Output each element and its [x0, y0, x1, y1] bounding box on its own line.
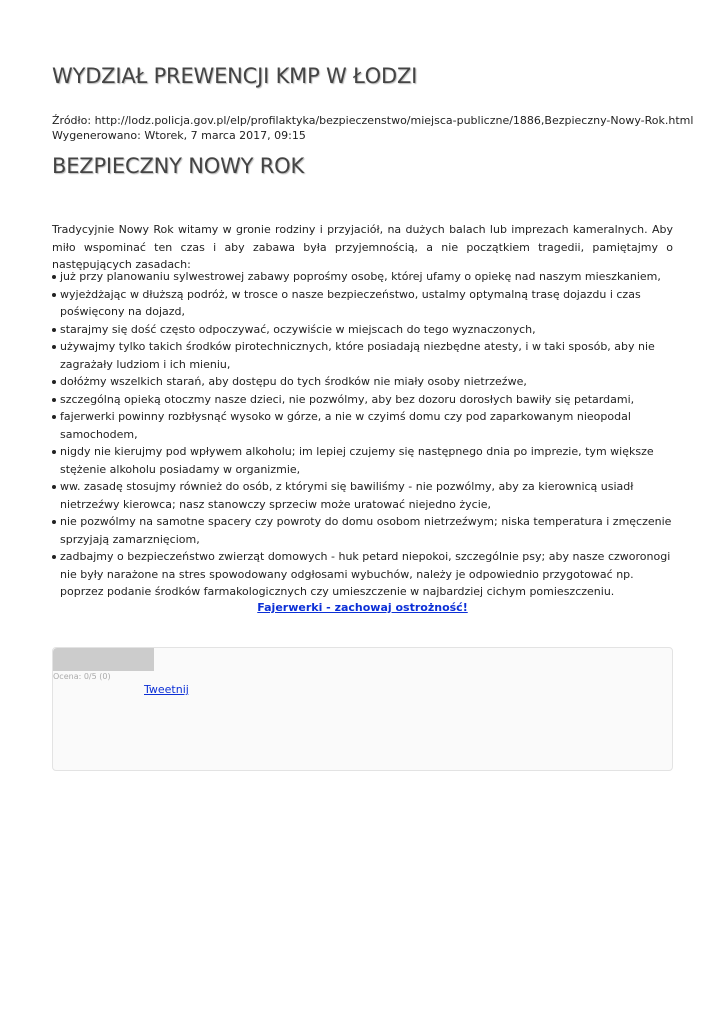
- source-line: Źródło: http://lodz.policja.gov.pl/elp/profilaktyka/bezpieczenstwo/miejsca-publiczne/1886,Bezpieczny-Nowy-Rok.html: [52, 114, 694, 127]
- list-item: nigdy nie kierujmy pod wpływem alkoholu; im lepiej czujemy się następnego dnia po imprezie, tym większe stężenie alkoholu posiadamy w organizmie,: [52, 443, 673, 478]
- list-item: nie pozwólmy na samotne spacery czy powroty do domu osobom nietrzeźwym; niska temperatura i zmęczenie sprzyjają zamarznięciom,: [52, 513, 673, 548]
- department-title: WYDZIAŁ PREWENCJI KMP W ŁODZI: [52, 64, 418, 88]
- list-item: wyjeżdżając w dłuższą podróż, w trosce o nasze bezpieczeństwo, ustalmy optymalną trasę dojazdu i czas poświęcony na dojazd,: [52, 286, 673, 321]
- list-item: zadbajmy o bezpieczeństwo zwierząt domowych - huk petard niepokoi, szczególnie psy; aby nasze czworonogi nie były narażone na stres spowodowany odgłosami wybuchów, należy je odpowiednio przygotować np. poprzez podanie środków farmakologicznych czy umieszczenie w najbardziej cichym pomieszczeniu.: [52, 548, 673, 601]
- list-item: używajmy tylko takich środków pirotechnicznych, które posiadają niezbędne atesty, i w taki sposób, aby nie zagrażały ludziom i ich mieniu,: [52, 338, 673, 373]
- document-meta: [52, 114, 693, 143]
- list-item: fajerwerki powinny rozbłysnąć wysoko w górze, a nie w czyimś domu czy pod zaparkowanym nieopodal samochodem,: [52, 408, 673, 443]
- article-title: BEZPIECZNY NOWY ROK: [52, 154, 305, 178]
- rating-share-box: [52, 647, 673, 771]
- article-intro: Tradycyjnie Nowy Rok witamy w gronie rodziny i przyjaciół, na dużych balach lub imprezach kameralnych. Aby miło wspominać ten czas i aby zabawa była przyjemnością, a nie początkiem tragedii, pamiętajmy o następujących zasadach:: [52, 223, 673, 271]
- rules-list: [52, 268, 673, 601]
- related-link-wrap: [52, 596, 673, 615]
- rating-stars-bar[interactable]: [53, 648, 154, 671]
- rating-text: Ocena: 0/5 (0): [53, 672, 111, 681]
- list-item: już przy planowaniu sylwestrowej zabawy poprośmy osobę, której ufamy o opiekę nad naszym mieszkaniem,: [52, 268, 673, 286]
- list-item: ww. zasadę stosujmy również do osób, z którymi się bawiliśmy - nie pozwólmy, aby za kierownicą usiadł nietrzeźwy kierowca; nasz stanowczy sprzeciw może uratować niejedno życie,: [52, 478, 673, 513]
- generated-line: Wygenerowano: Wtorek, 7 marca 2017, 09:15: [52, 128, 306, 142]
- list-item: dołóżmy wszelkich starań, aby dostępu do tych środków nie miały osoby nietrzeźwe,: [52, 373, 673, 391]
- list-item: szczególną opieką otoczmy nasze dzieci, nie pozwólmy, aby bez dozoru dorosłych bawiły się petardami,: [52, 391, 673, 409]
- list-item: starajmy się dość często odpoczywać, oczywiście w miejscach do tego wyznaczonych,: [52, 321, 673, 339]
- fireworks-link[interactable]: Fajerwerki - zachowaj ostrożność!: [257, 601, 468, 614]
- tweet-link[interactable]: Tweetnij: [144, 683, 189, 696]
